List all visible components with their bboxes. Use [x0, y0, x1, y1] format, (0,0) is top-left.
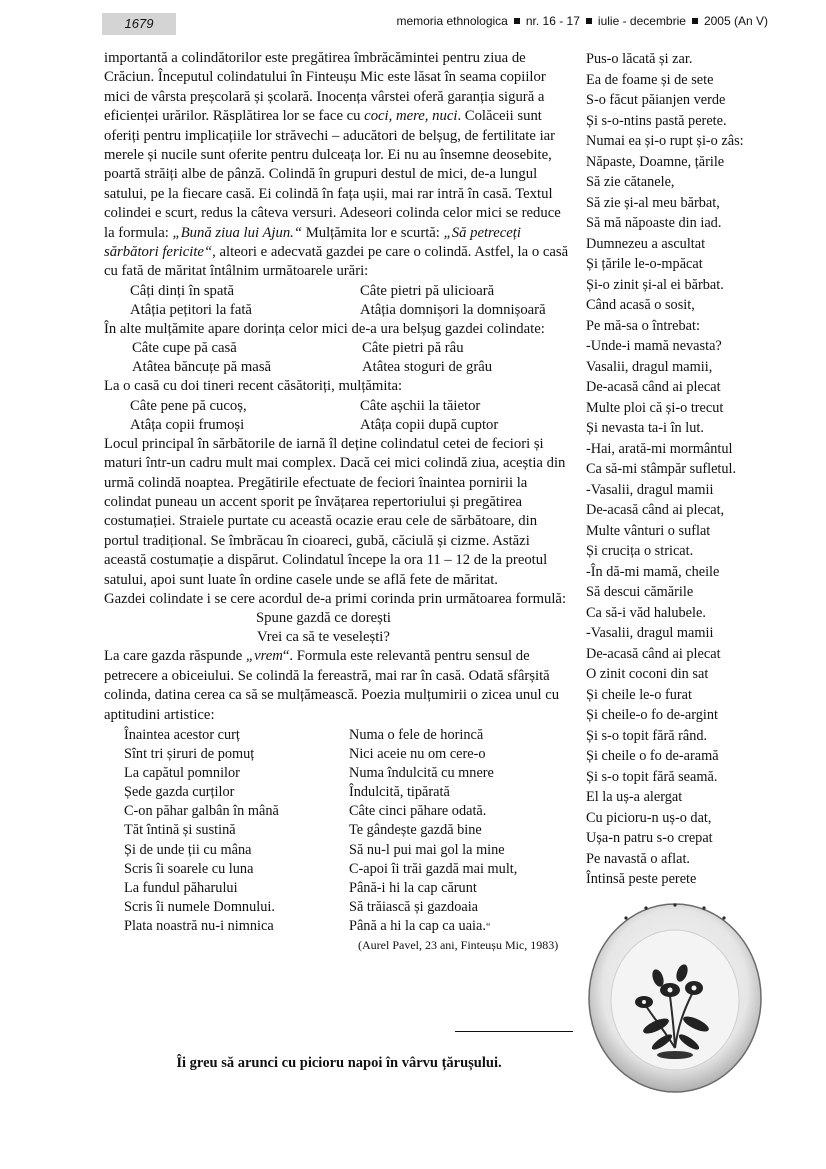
poem-line: Și s-o topit fără rând. — [586, 727, 708, 744]
paragraph: Locul principal în sărbătorile de iarnă îl deține colindatul cetei de feciori și maturi într-un cadru mult mai complex. Dacă cei mici colindă ziua, aceștia din urmă colindă noaptea. Pregătirile efectuate de feciori înaintea pornirii la colindat puneau un accent sporit pe învățarea repertoriului și pregătirea costumației. Straiele purtate cu această ocazie erau cele de sărbătoare, din portul tradițional. Se îmbrăcau în cioareci, gubă, căciulă și cizme. Astăzi această costumație a dispărut. Colindatul începe la ora 11 – 12 de la preotul satului, apoi sunt luate în ordine casele unde se află fete de măritat. — [104, 435, 566, 588]
poem-line: Câte cinci păhare odată. — [349, 803, 487, 820]
page-number: 1679 — [102, 13, 176, 35]
poem-line: Îndulcită, tipărată — [349, 784, 450, 801]
poem-line: De-acasă când ai plecat — [586, 645, 721, 662]
verse-line: Atâtea băncuțe pă masă Atâtea stoguri de grâu — [132, 359, 493, 376]
poem-line: Înaintea acestor curț — [124, 726, 240, 743]
paragraph: La care gazda răspunde „vrem“. Formula este relevantă pentru sensul de petrecere a obiceiului. Se colindă la fereastră, mai rar în casă. Odată sfârșită colinda, datina cerea ca să se mulțămească. Poezia mulțumirii o zicea unul cu aptitudini artistice: — [104, 648, 560, 723]
running-header — [396, 14, 768, 28]
poem-line: S-o făcut păianjen verde — [586, 92, 726, 108]
poem-line: Ca să-i văd halubele. — [586, 604, 706, 621]
ceramic-plate-image — [586, 898, 764, 1094]
formula-verse: Spune gazdă ce dorești Vrei ca să te veselești? — [256, 610, 391, 646]
right-poem-column — [586, 49, 786, 890]
poem-line: O zinit coconi din sat — [586, 666, 709, 682]
poem-line: Să mă năpoaste din iad. — [586, 215, 722, 231]
poem-line: Să zie și-al meu bărbat, — [586, 194, 720, 211]
verse-line: Câți dinți în spată Câte pietri pă ulicioară — [130, 282, 495, 299]
poem-line: -Vasalii, dragul mamii — [586, 625, 714, 641]
poem-line: Năpaste, Doamne, țările — [586, 153, 725, 170]
verse-line: Câte cupe pă casă Câte pietri pă râu — [132, 340, 464, 357]
poem-line: De-acasă când ai plecat — [586, 379, 721, 395]
poem-line: De-acasă când ai plecat, — [586, 502, 725, 518]
poem-line: La fundul păharului — [124, 879, 238, 896]
poem-credit: (Aurel Pavel, 23 ani, Finteușu Mic, 1983) — [358, 938, 559, 952]
poem-line: Pe navastă o aflat. — [586, 850, 691, 867]
poem-line: Și de unde ții cu mâna — [124, 841, 252, 858]
poem-line: Sînt tri șiruri de pomuț — [124, 746, 255, 763]
poem-line: Numa o fele de horincă — [349, 726, 484, 743]
poem-line: Pus-o lăcată și zar. — [586, 51, 693, 67]
poem-line: Și s-o-ntins pastă perete. — [586, 112, 727, 129]
issue-number: nr. 16 - 17 — [525, 14, 580, 28]
poem-line: Și cheile le-o furat — [586, 686, 692, 703]
poem-line: -În dă-mi mamă, cheile — [586, 563, 720, 580]
paragraph: În alte mulțămite apare dorința celor mici de-a ura belșug gazdei colindate: — [104, 320, 545, 337]
poem-line: -Vasalii, dragul mamii — [586, 481, 714, 498]
poem-line: Tăt întină și sustină — [124, 822, 236, 839]
poem-line: Și s-o topit fără seamă. — [586, 768, 718, 785]
poem-column-left — [124, 726, 349, 937]
poem-line: El la uș-a alergat — [586, 789, 683, 805]
poem-line: Scris îi soarele cu luna — [124, 860, 254, 877]
verse-line: Atâția pețitori la fată Atâția domnișori la domnișoară — [130, 301, 546, 318]
issue-year: 2005 (An V) — [703, 14, 768, 28]
poem-column-right — [349, 726, 574, 937]
poem-line: Și nevasta ta-i în lut. — [586, 420, 704, 436]
poem-line: C-on păhar galbân în mână — [124, 803, 279, 820]
verse-line: Atâța copii frumoși Atâța copii după cuptor — [130, 416, 499, 433]
poem-line: -Unde-i mamă nevasta? — [586, 338, 722, 354]
page-header — [0, 0, 826, 40]
poem-line: C-apoi îi trăi gazdă mai mult, — [349, 860, 518, 877]
journal-title: memoria ethnologica — [396, 14, 508, 28]
proverb: Îi greu să arunci cu picioru napoi în vârvu țărușului. — [176, 1055, 502, 1071]
square-bullet-icon — [586, 18, 592, 24]
closing-quote: “ — [485, 921, 491, 933]
poem-line: Cu picioru-n uș-o dat, — [586, 809, 712, 826]
square-bullet-icon — [692, 18, 698, 24]
poem-line: Și crucița o stricat. — [586, 543, 694, 559]
poem-line: Nici aceie nu om cere-o — [349, 746, 486, 763]
poem-line: Și cheile-o fo de-argint — [586, 707, 718, 723]
poem-line: Multe vânturi o suflat — [586, 522, 711, 539]
poem-line: Vasalii, dragul mamii, — [586, 358, 713, 375]
poem-line: La capătul pomnilor — [124, 765, 240, 782]
poem-line: -Hai, arată-mi mormântul — [586, 440, 733, 457]
verse-line: Câte pene pă cucoș, Câte așchii la tăietor — [130, 397, 481, 414]
poem-line: Să trăiască și gazdoaia — [349, 898, 479, 915]
poem-line: Numa îndulcită cu mnere — [349, 765, 494, 782]
poem-line: Șede gazda curților — [124, 784, 235, 801]
divider — [455, 1031, 573, 1032]
poem-line: Să descui cămările — [586, 584, 694, 600]
poem-line: Ea de foame și de sete — [586, 71, 714, 88]
poem-line: Și țările le-o-mpăcat — [586, 256, 703, 272]
poem-line: Dumnezeu a ascultat — [586, 235, 706, 252]
thanks-poem — [124, 726, 574, 937]
poem-line: Până a hi la cap ca uaia. — [349, 917, 486, 934]
poem-line: Până-i hi la cap cărunt — [349, 879, 477, 896]
poem-line: Și-o zinit și-al ei bărbat. — [586, 276, 724, 293]
poem-line: Și cheile o fo de-aramă — [586, 748, 719, 764]
poem-line: Numai ea și-o rupt și-o zâs: — [586, 133, 744, 149]
poem-line: Când acasă o sosit, — [586, 297, 695, 313]
poem-line: Multe ploi că și-o trecut — [586, 399, 724, 416]
poem-line: Plata noastră nu-i nimnica — [124, 917, 274, 934]
poem-line: Ca să-mi stâmpăr sufletul. — [586, 461, 737, 477]
main-column — [104, 49, 574, 953]
paragraph: La o casă cu doi tineri recent căsătoriți, mulțămita: — [104, 378, 403, 395]
square-bullet-icon — [514, 18, 520, 24]
poem-line: Ușa-n patru s-o crepat — [586, 830, 713, 846]
poem-line: Te gândește gazdă bine — [349, 822, 482, 839]
paragraph-intro: importantă a colindătorilor este pregătirea îmbrăcămintei pentru ziua de Crăciun. Începutul colindatului în Finteușu Mic este lăsat în seama copiilor mici de vârsta preșcolară și școlară. Inocența vârstei oferă garanția sigură a eficienței urărilor. Răsplătirea lor se face cu coci, mere, nuci. Colăceii sunt oferiți pentru implicațiile lor străvechi – aducători de belșug, de fertilitate iar merele și nucile sunt oferite pentru dulceața lor. Ei nu au însemne deosebite, poartă străiți albe de pânză. Colindă în grupuri destul de mici, de-a lungul satului, pe la fiecare casă. Ei colindă în fața ușii, mai rar intră în casă. Textul colindei e scurt, redus la câteva versuri. Adeseori colinda celor mici se reduce la formula: „Bună ziua lui Ajun.“ Mulțămita lor e scurtă: „Să petreceți sărbători fericite“, alteori e adecvată gazdei pe care o colindă. Astfel, la o casă cu fată de măritat întâlnim următoarele urări: — [104, 50, 569, 280]
paragraph: Gazdei colindate i se cere acordul de-a primi corinda prin următoarea formulă: — [104, 590, 567, 607]
poem-line: Întinsă peste perete — [586, 871, 697, 887]
poem-line: Scris îi numele Domnului. — [124, 898, 275, 915]
poem-line: Să zie cătanele, — [586, 174, 675, 190]
poem-line: Pe mă-sa o întrebat: — [586, 317, 700, 334]
issue-period: iulie - decembrie — [597, 14, 686, 28]
poem-line: Să nu-l pui mai gol la mine — [349, 841, 505, 858]
